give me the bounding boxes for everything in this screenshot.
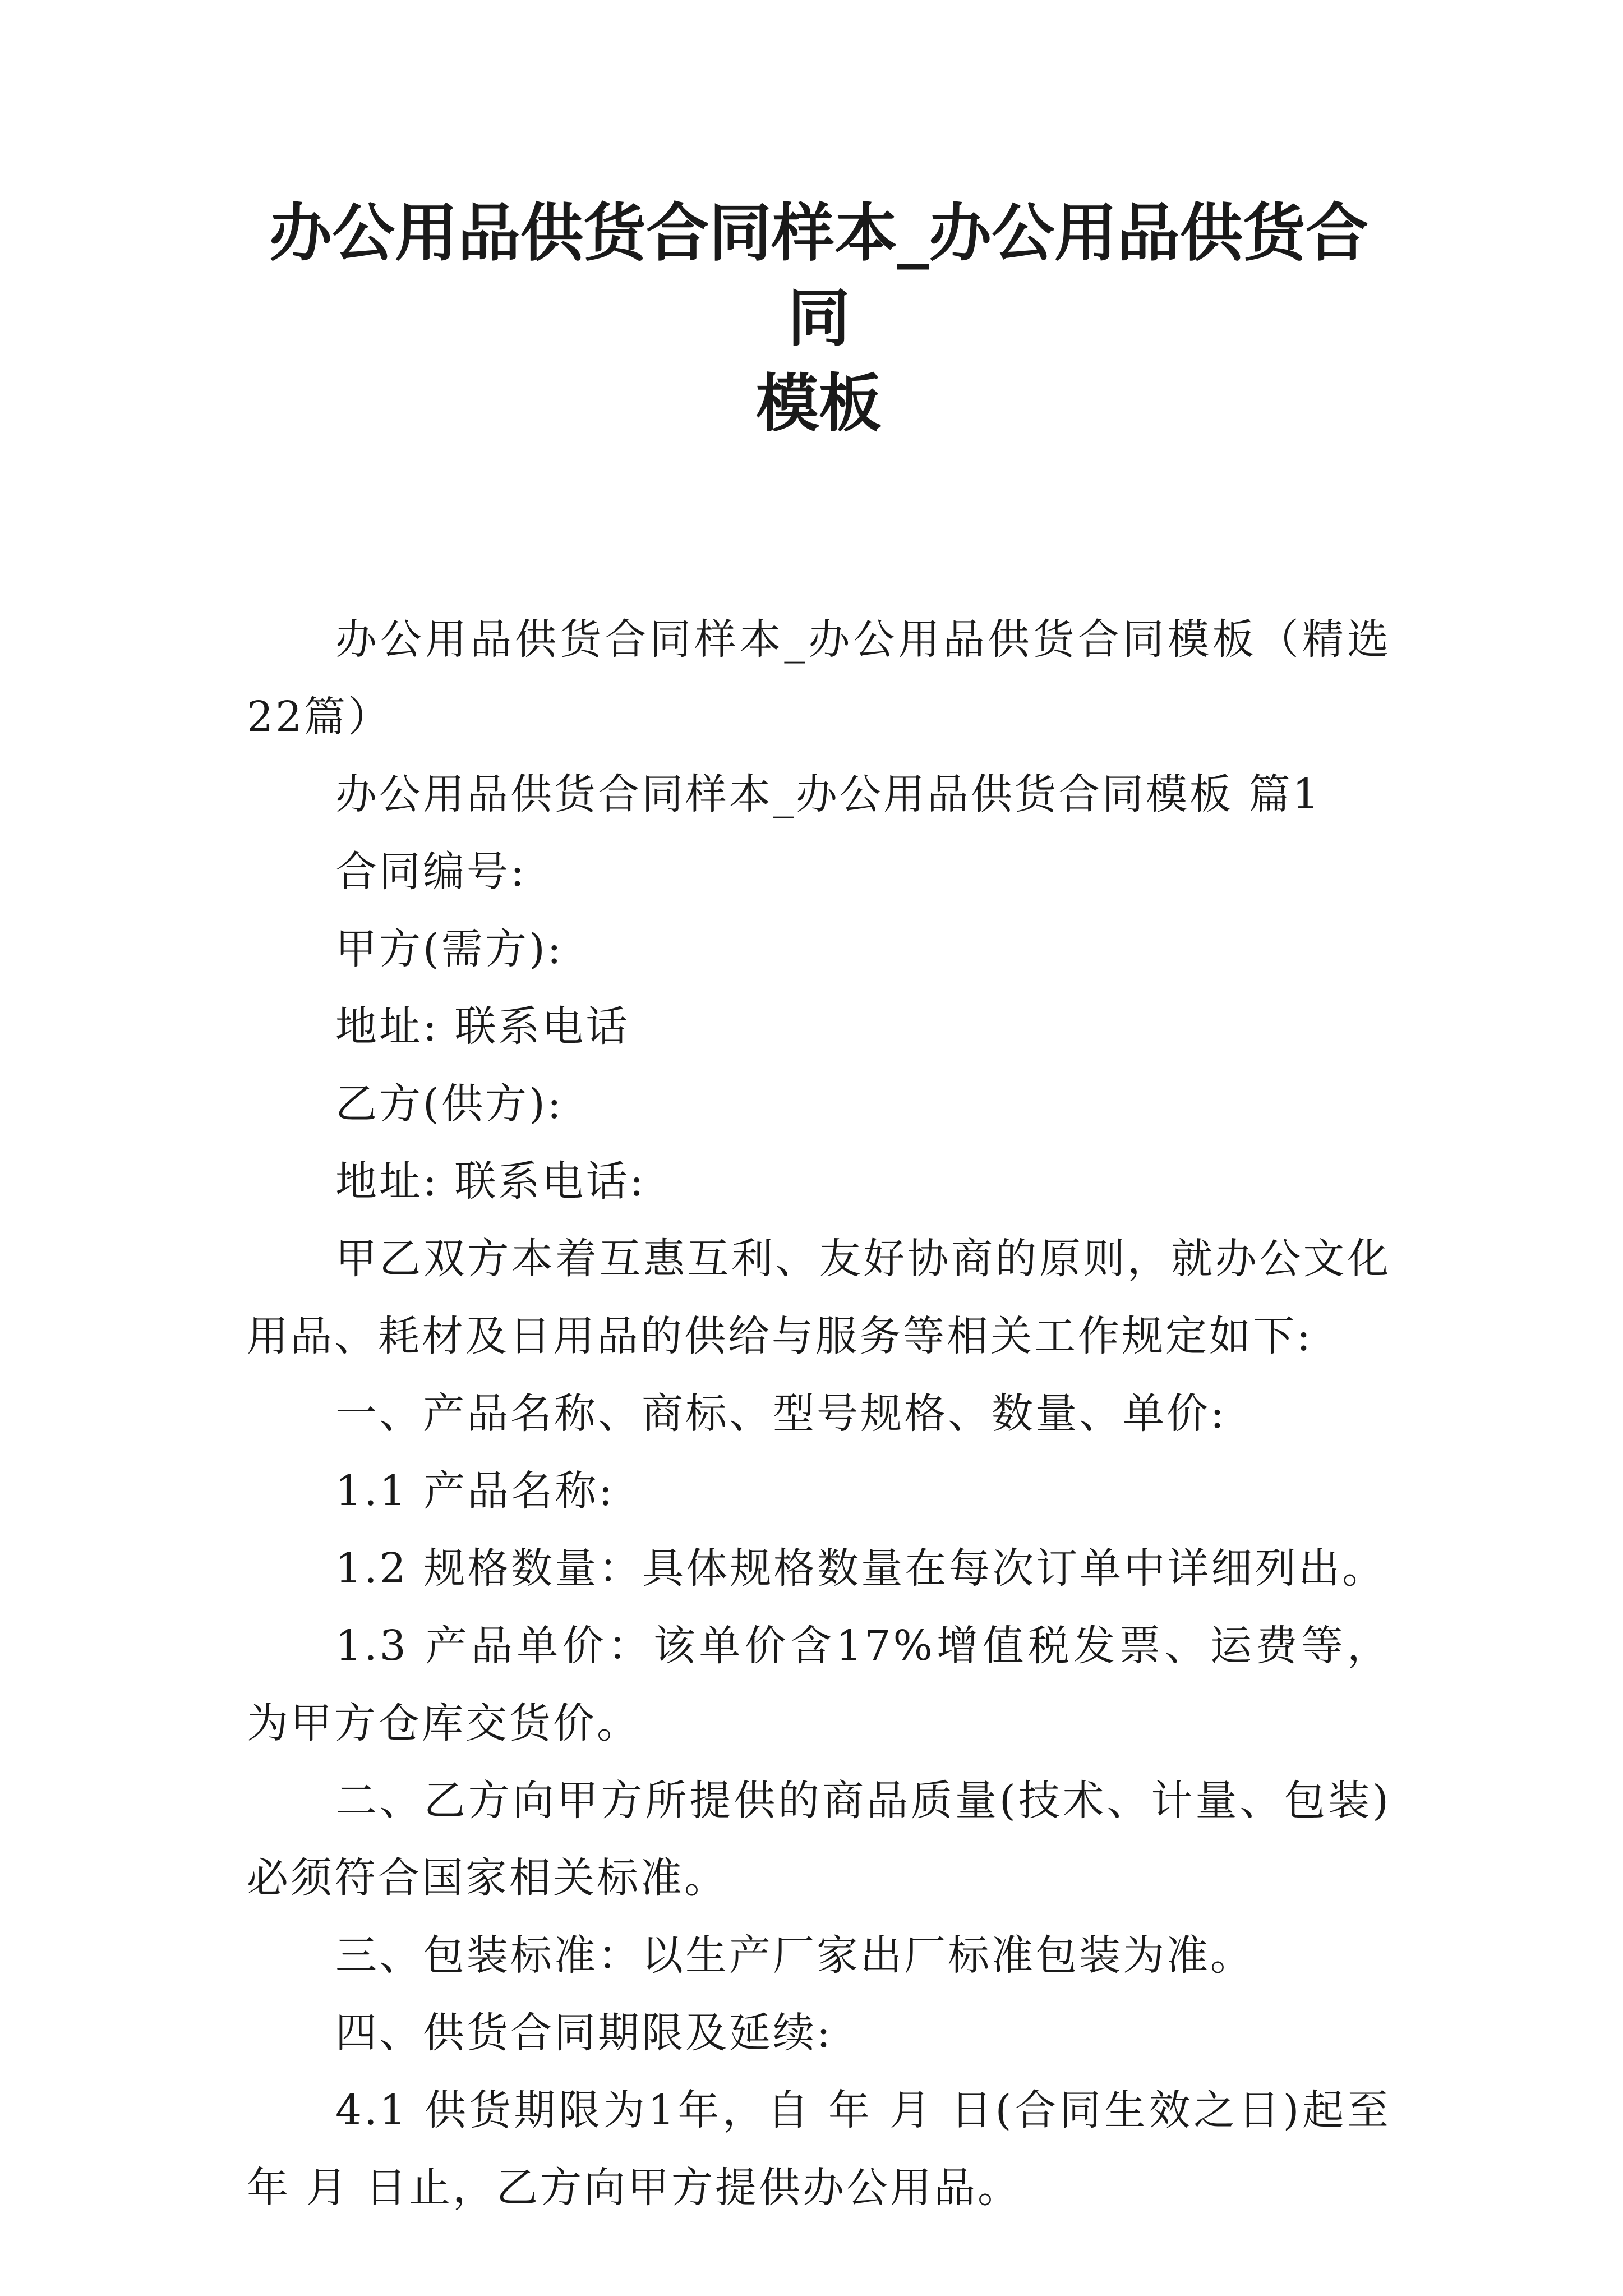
paragraph-clause-3: 三、包装标准：以生产厂家出厂标准包装为准。 [335,1931,1254,1980]
paragraph-clause-1-2: 1.2 规格数量：具体规格数量在每次订单中详细列出。 [335,1544,1386,1593]
paragraph-clause-2: 二、乙方向甲方所提供的商品质量(技术、计量、包装)必须符合国家相关标准。 [247,1777,1391,1902]
document-body [247,601,1391,2226]
paragraph-clause-1-1: 1.1 产品名称: [335,1467,615,1515]
paragraph-intro: 办公用品供货合同样本_办公用品供货合同模板（精选22篇） [247,615,1391,741]
paragraph-party-a: 甲方(需方): [335,925,564,973]
paragraph-clause-1-3: 1.3 产品单价：该单价含17%增值税发票、运费等，为甲方仓库交货价。 [247,1622,1391,1747]
paragraph-contract-number: 合同编号: [335,848,527,896]
paragraph-party-b: 乙方(供方): [335,1080,564,1128]
paragraph-clause-4-1: 4.1 供货期限为1年，自 年 月 日(合同生效之日)起至 年 月 日止，乙方向甲方提供办公用品。 [247,2086,1391,2212]
document-title [247,191,1391,447]
title-line-1: 办公用品供货合同样本_办公用品供货合同 [269,197,1368,355]
paragraph-party-a-address: 地址: 联系电话 [335,1002,630,1051]
paragraph-preamble: 甲乙双方本着互惠互利、友好协商的原则，就办公文化用品、耗材及日用品的供给与服务等相关工作规定如下: [247,1235,1391,1360]
paragraph-clause-4: 四、供货合同期限及延续: [335,2009,833,2057]
paragraph-party-b-address: 地址: 联系电话: [335,1157,646,1205]
title-line-2: 模板 [756,367,882,440]
paragraph-section-heading: 办公用品供货合同样本_办公用品供货合同模板 篇1 [335,770,1321,818]
paragraph-clause-1: 一、产品名称、商标、型号规格、数量、单价: [335,1389,1227,1438]
document-page [247,191,1391,2226]
